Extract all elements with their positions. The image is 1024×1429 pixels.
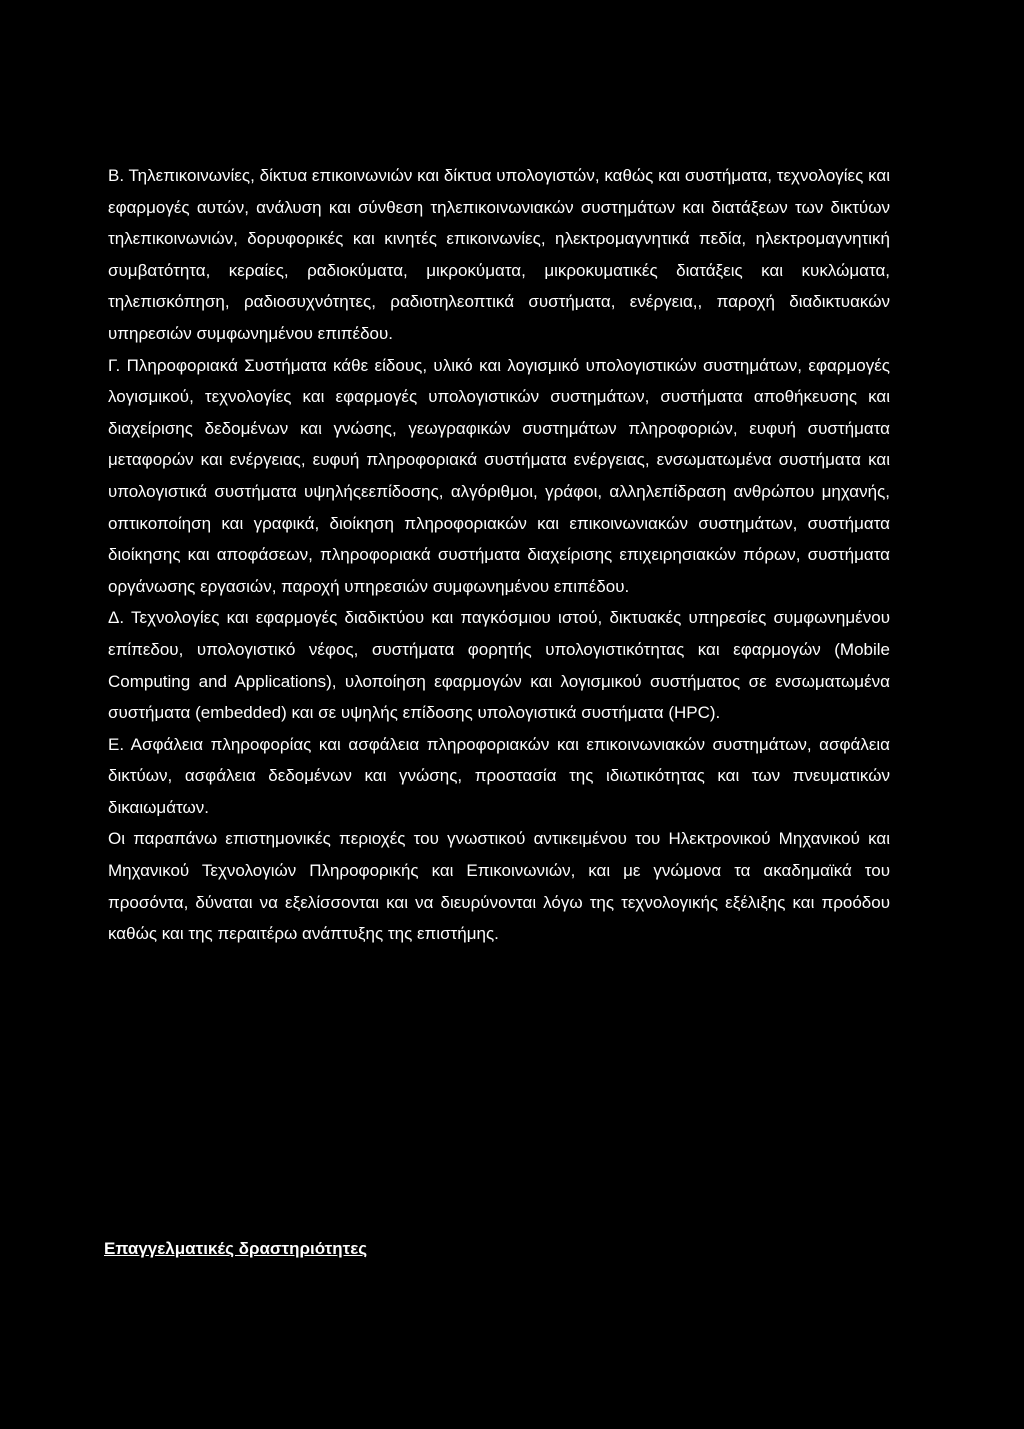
paragraph-section-b: Β. Τηλεπικοινωνίες, δίκτυα επικοινωνιών και δίκτυα υπολογιστών, καθώς και συστήματα, τεχνολογίες και εφαρμογές αυτών, ανάλυση και σύνθεση τηλεπικοινωνιακών συστημάτων και διατάξεων των δικτύων τηλεπικοινωνιών, δορυφορικές και κινητές επικοινωνίες, ηλεκτρομαγνητικά πεδία, ηλεκτρομαγνητική συμβατότητα, κεραίες, ραδιοκύματα, μικροκύματα, μικροκυματικές διατάξεις και κυκλώματα, τηλεπισκόπηση, ραδιοσυχνότητες, ραδιοτηλεοπτικά συστήματα, ενέργεια,, παροχή διαδικτυακών υπηρεσιών συμφωνημένου επιπέδου. [108, 166, 890, 343]
paragraph-closing: Οι παραπάνω επιστημονικές περιοχές του γνωστικού αντικειμένου του Ηλεκτρονικού Μηχανικού και Μηχανικού Τεχνολογιών Πληροφορικής και Επικοινωνιών, και με γνώμονα τα ακαδημαϊκά του προσόντα, δύναται να εξελίσσονται και να διευρύνονται λόγω της τεχνολογικής εξέλιξης και προόδου καθώς και της περαιτέρω ανάπτυξης της επιστήμης. [108, 829, 890, 944]
section-heading: Επαγγελματικές δραστηριότητες [104, 1239, 368, 1258]
document-body [108, 160, 890, 950]
paragraph-section-g: Γ. Πληροφοριακά Συστήματα κάθε είδους, υλικό και λογισμικό υπολογιστικών συστημάτων, εφαρμογές λογισμικού, τεχνολογίες και εφαρμογές υπολογιστικών συστημάτων, συστήματα αποθήκευσης και διαχείρισης δεδομένων και γνώσης, γεωγραφικών συστημάτων πληροφοριών, ευφυή συστήματα μεταφορών και ενέργειας, ευφυή πληροφοριακά συστήματα ενέργειας, ενσωματωμένα συστήματα και υπολογιστικά συστήματα υψηλήςεεπίδοσης, αλγόριθμοι, γράφοι, αλληλεπίδραση ανθρώπου μηχανής, οπτικοποίηση και γραφικά, διοίκηση πληροφοριακών και επικοινωνιακών συστημάτων, συστήματα διοίκησης και αποφάσεων, πληροφοριακά συστήματα διαχείρισης επιχειρησιακών πόρων, συστήματα οργάνωσης εργασιών, παροχή υπηρεσιών συμφωνημένου επιπέδου. [108, 355, 890, 596]
paragraph-section-e: Ε. Ασφάλεια πληροφορίας και ασφάλεια πληροφοριακών και επικοινωνιακών συστημάτων, ασφάλεια δικτύων, ασφάλεια δεδομένων και γνώσης, προστασία της ιδιωτικότητας και των πνευματικών δικαιωμάτων. [108, 734, 890, 817]
paragraph-section-d: Δ. Τεχνολογίες και εφαρμογές διαδικτύου και παγκόσμιου ιστού, δικτυακές υπηρεσίες συμφωνημένου επίπεδου, υπολογιστικό νέφος, συστήματα φορητής υπολογιστικότητας και εφαρμογών (Mobile Computing and Applications), υλοποίηση εφαρμογών και λογισμικού συστήματος σε ενσωματωμένα συστήματα (embedded) και σε υψηλής επίδοσης υπολογιστικά συστήματα (HPC). [108, 608, 890, 723]
